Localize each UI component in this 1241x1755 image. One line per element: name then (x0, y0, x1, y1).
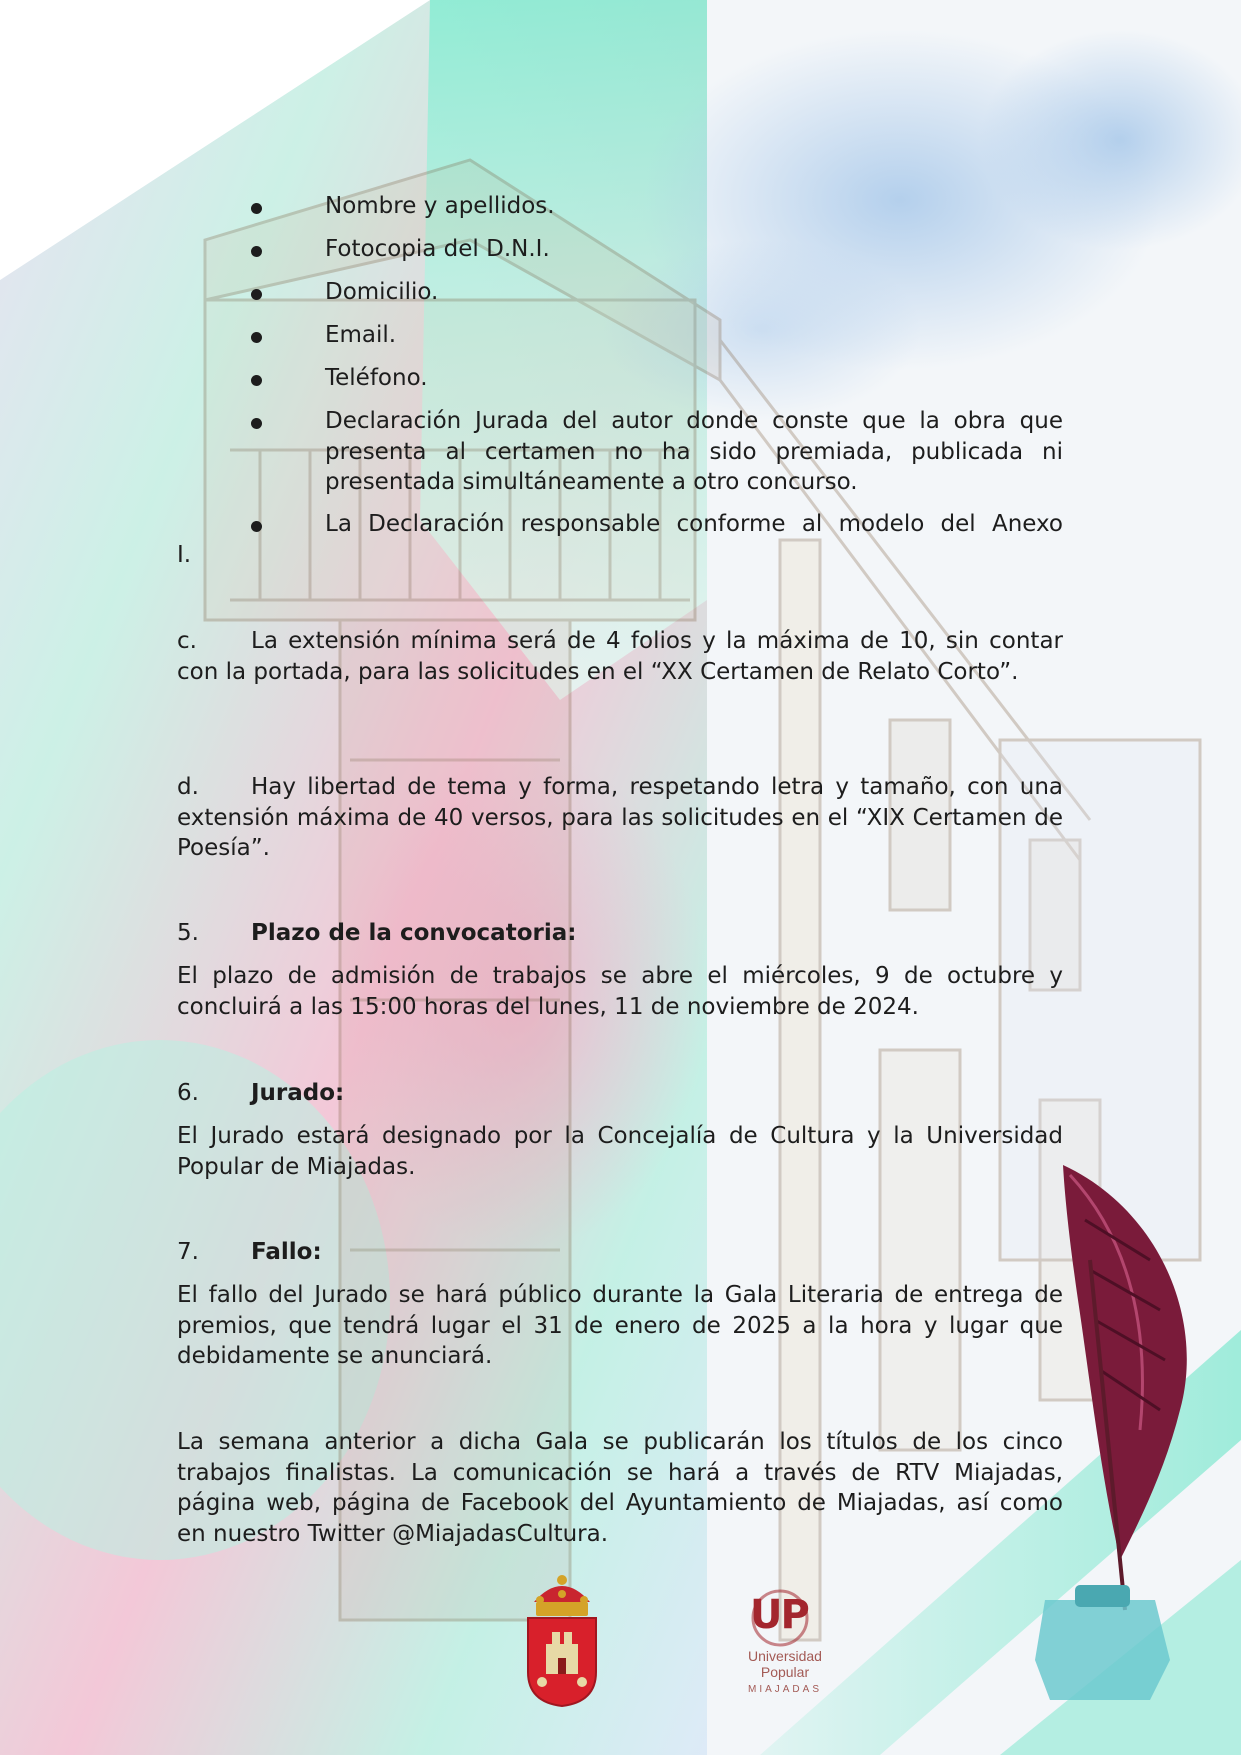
paragraph-text: La extensión mínima será de 4 folios y la máxima de 10, sin contar con la portada, para las solicitudes en el “XX Certamen de Relato Corto”. (177, 628, 1063, 685)
section-title: Fallo: (251, 1239, 322, 1265)
bullet-icon (251, 418, 262, 429)
paragraph-text: Hay libertad de tema y forma, respetando letra y tamaño, con una extensión máxima de 40 versos, para las solicitudes en el “XIX Certamen de Poesía”. (177, 774, 1063, 861)
up-mark: UP (750, 1592, 808, 1638)
section-title: Jurado: (251, 1080, 345, 1106)
bullet-icon (251, 289, 262, 300)
section-body: El fallo del Jurado se hará público durante la Gala Literaria de entrega de premios, que tendrá lugar el 31 de enero de 2025 a la hora y lugar que debidamente se anunciará. (177, 1282, 1063, 1369)
list-item: Declaración Jurada del autor donde conste que la obra que presenta al certamen no ha sido premiada, publicada ni presentada simultáneamente a otro concurso. (325, 408, 1063, 495)
bullet-icon (251, 203, 262, 214)
list-item: Nombre y apellidos. (325, 193, 555, 219)
bullet-icon (251, 332, 262, 343)
list-item: Teléfono. (325, 365, 428, 391)
section-body: El plazo de admisión de trabajos se abre el miércoles, 9 de octubre y concluirá a las 15:00 horas del lunes, 11 de noviembre de 2024. (177, 963, 1063, 1020)
bullet-icon (251, 521, 262, 532)
town-coat-of-arms-logo (522, 1572, 602, 1712)
section-body: El Jurado estará designado por la Concejalía de Cultura y la Universidad Popular de Miajadas. (177, 1123, 1063, 1180)
paragraph-c (177, 626, 1063, 687)
up-name-line2: Popular (760, 1664, 810, 1680)
paragraph-marker: c. (177, 628, 197, 654)
closing-paragraph: La semana anterior a dicha Gala se publicarán los títulos de los cinco trabajos finalistas. La comunicación se hará a través de RTV Miajadas, página web, página de Facebook del Ayuntamiento de Miajadas, así como en nuestro Twitter @MiajadasCultura. (177, 1429, 1063, 1547)
list-item: Domicilio. (325, 279, 439, 305)
list-item: La Declaración responsable conforme al modelo del Anexo (325, 511, 1063, 537)
section-number: 6. (177, 1080, 199, 1106)
paragraph-d (177, 772, 1063, 864)
list-item: Email. (325, 322, 397, 348)
paragraph-marker: d. (177, 774, 199, 800)
up-town: MIAJADAS (747, 1684, 822, 1695)
list-item: Fotocopia del D.N.I. (325, 236, 550, 262)
section-number: 5. (177, 920, 199, 946)
section-title: Plazo de la convocatoria: (251, 920, 577, 946)
section-number: 7. (177, 1239, 199, 1265)
up-name-line1: Universidad (748, 1648, 822, 1664)
list-item-continuation: I. (177, 542, 192, 568)
bullet-icon (251, 246, 262, 257)
bullet-icon (251, 375, 262, 386)
universidad-popular-logo (700, 1584, 870, 1700)
